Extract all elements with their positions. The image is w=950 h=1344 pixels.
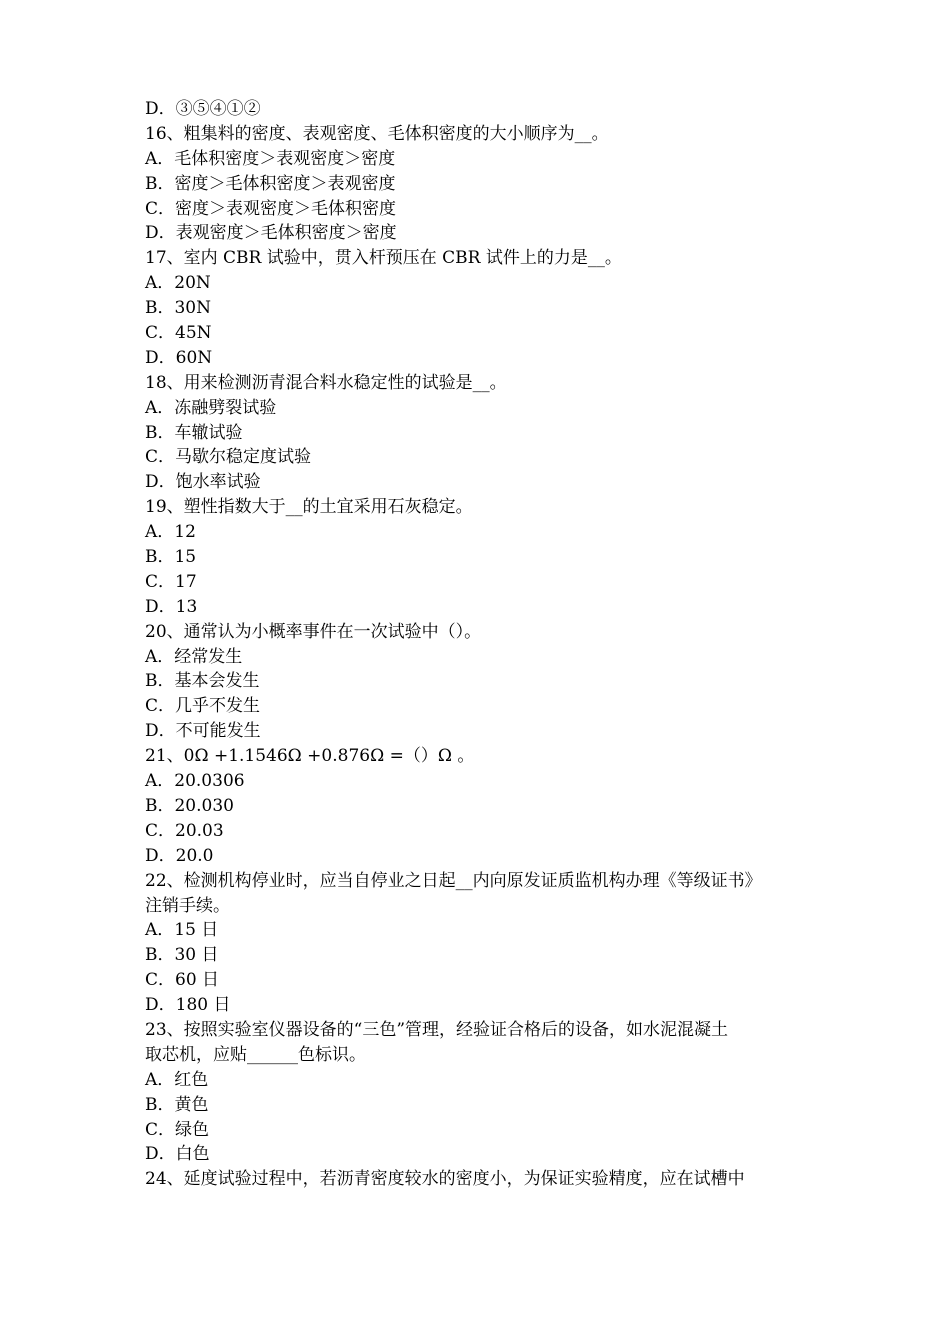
question-16: 16、粗集料的密度、表观密度、毛体积密度的大小顺序为__。 — [145, 123, 609, 144]
option-c-q22: C．60 日 — [145, 970, 220, 991]
question-22-continued: 注销手续。 — [145, 895, 230, 916]
option-c-q20: C．几乎不发生 — [145, 696, 261, 717]
option-d-q19: D．13 — [145, 596, 198, 617]
option-d-q20: D．不可能发生 — [145, 721, 261, 742]
question-18: 18、用来检测沥青混合料水稳定性的试验是__。 — [145, 372, 507, 393]
option-b-q16: B．密度＞毛体积密度＞表观密度 — [145, 173, 396, 194]
option-b-q18: B．车辙试验 — [145, 422, 243, 443]
option-d-q23: D．白色 — [145, 1144, 210, 1165]
question-17: 17、室内 CBR 试验中，贯入杆预压在 CBR 试件上的力是__。 — [145, 248, 622, 269]
option-b-q23: B．黄色 — [145, 1094, 209, 1115]
question-20: 20、通常认为小概率事件在一次试验中（）。 — [145, 621, 482, 642]
option-b-q19: B．15 — [145, 547, 197, 568]
option-b-q20: B．基本会发生 — [145, 671, 260, 692]
option-d-q15: D．③⑤④①② — [145, 99, 261, 119]
option-c-q23: C．绿色 — [145, 1119, 210, 1140]
option-a-q22: A．15 日 — [145, 920, 219, 941]
option-d-q18: D．饱水率试验 — [145, 472, 261, 493]
option-a-q16: A．毛体积密度＞表观密度＞密度 — [145, 148, 396, 169]
option-c-q19: C．17 — [145, 571, 197, 592]
question-23-continued: 取芯机，应贴______色标识。 — [145, 1044, 366, 1065]
question-23: 23、按照实验室仪器设备的“三色”管理，经验证合格后的设备，如水泥混凝土 — [145, 1019, 729, 1040]
document-page — [145, 97, 817, 1192]
option-b-q21: B．20.030 — [145, 795, 234, 816]
option-a-q18: A．冻融劈裂试验 — [145, 397, 277, 418]
question-22: 22、检测机构停业时，应当自停业之日起__内向原发证质监机构办理《等级证书》 — [145, 870, 762, 891]
option-b-q17: B．30N — [145, 298, 211, 319]
option-a-q20: A．经常发生 — [145, 646, 243, 667]
option-a-q21: A．20.0306 — [145, 771, 245, 792]
option-d-q21: D．20.0 — [145, 845, 214, 866]
option-b-q22: B．30 日 — [145, 945, 219, 966]
option-d-q17: D．60N — [145, 347, 213, 368]
option-c-q17: C．45N — [145, 323, 212, 344]
question-24: 24、延度试验过程中，若沥青密度较水的密度小，为保证实验精度，应在试槽中 — [145, 1169, 745, 1190]
option-a-q23: A．红色 — [145, 1069, 209, 1090]
option-d-q22: D．180 日 — [145, 995, 231, 1016]
option-a-q19: A．12 — [145, 522, 196, 543]
option-a-q17: A．20N — [145, 273, 211, 294]
option-c-q16: C．密度＞表观密度＞毛体积密度 — [145, 198, 397, 219]
option-c-q21: C．20.03 — [145, 820, 224, 841]
option-d-q16: D．表观密度＞毛体积密度＞密度 — [145, 223, 397, 244]
question-21: 21、0Ω +1.1546Ω +0.876Ω =（）Ω 。 — [145, 746, 475, 767]
question-19: 19、塑性指数大于__的土宜采用石灰稳定。 — [145, 497, 473, 518]
option-c-q18: C．马歇尔稳定度试验 — [145, 447, 312, 468]
